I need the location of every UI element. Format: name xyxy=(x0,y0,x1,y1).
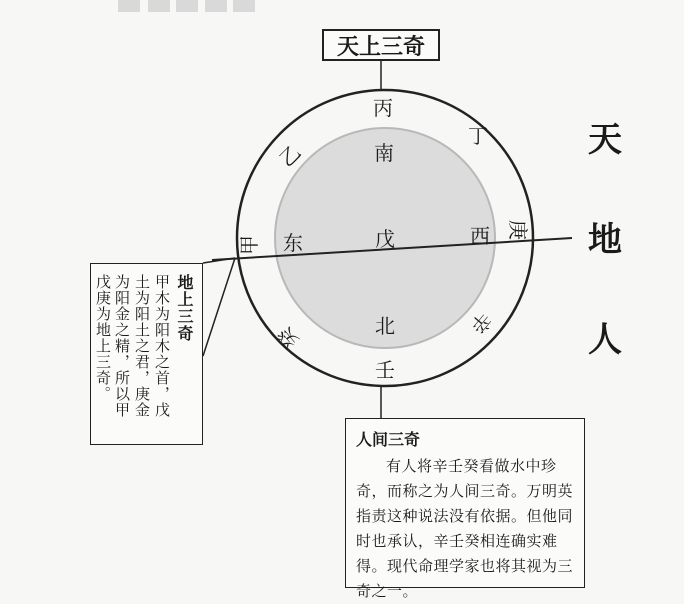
side-label-tian: 天 xyxy=(588,120,622,160)
top-label: 天上三奇 xyxy=(336,34,425,60)
left-box-col-2: 土为阳土之君，庚金 xyxy=(133,274,151,418)
dir-west: 西 xyxy=(470,224,490,248)
left-box-col-3: 为阳金之精，所以甲 xyxy=(113,274,131,418)
left-leader-bottom xyxy=(203,258,235,356)
side-label-di: 地 xyxy=(588,220,622,260)
stem-ding: 丁 xyxy=(468,124,488,148)
stem-xin: 辛 xyxy=(465,307,497,339)
dir-east: 东 xyxy=(283,231,303,255)
stem-bing: 丙 xyxy=(373,96,393,120)
dir-north: 北 xyxy=(375,314,395,338)
stem-geng: 庚 xyxy=(506,220,530,240)
left-box-col-4: 戊庚为地上三奇。 xyxy=(94,274,112,402)
left-box-col-1: 甲木为阳木之首，戊 xyxy=(153,274,171,418)
bottom-box-title: 人间三奇 xyxy=(356,430,421,449)
center-wu: 戊 xyxy=(375,227,395,251)
top-label-box xyxy=(322,29,440,61)
left-box-title: 地上三奇 xyxy=(175,274,194,342)
side-label-ren: 人 xyxy=(588,320,622,360)
bottom-box-text: 有人将辛壬癸看做水中珍奇，而称之为人间三奇。万明英指责这种说法没有依据。但他同时也承认，辛壬癸相连确实难得。现代命理学家也将其视为三奇之一。 xyxy=(356,457,574,600)
bottom-info-box xyxy=(345,418,585,600)
dir-south: 南 xyxy=(374,141,394,165)
stem-gui: 癸 xyxy=(272,322,304,354)
stem-ren: 壬 xyxy=(375,358,395,382)
stem-jia: 甲 xyxy=(237,235,261,255)
stem-yi: 乙 xyxy=(274,140,306,172)
left-info-box xyxy=(90,263,203,445)
